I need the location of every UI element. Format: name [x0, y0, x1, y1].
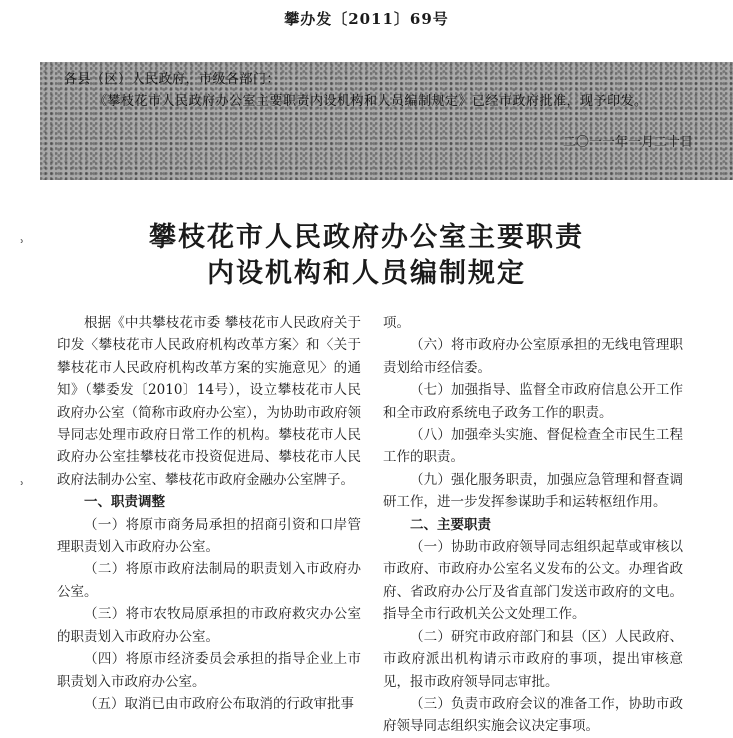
- section-heading: 一、职责调整: [84, 494, 165, 511]
- recipients-line: 各县（区）人民政府，市级各部门：: [64, 72, 281, 87]
- list-item: （二）研究市政府部门和县（区）人民政府、市政府派出机构请示市政府的事项，提出审核意见，报市政府领导同志审批。: [383, 628, 683, 690]
- left-column: [57, 312, 361, 715]
- list-item: （六）将市政府办公室原承担的无线电管理职责划给市经信委。: [383, 337, 683, 376]
- list-item: （七）加强指导、监督全市政府信息公开工作和全市政府系统电子政务工作的职责。: [383, 382, 683, 421]
- intro-paragraph: 根据《中共攀枝花市委 攀枝花市人民政府关于印发〈攀枝花市人民政府机构改革方案〉和〈关于攀枝花市人民政府机构改革方案的实施意见〉的通知》（攀委发〔2010〕14号），设立攀枝花市人民政府办公室（简称市政府办公室），为协助市政府领导同志处理市政府日常工作的机构。攀枝花市人民政府办公室挂攀枝花市投资促进局、攀枝花市人民政府法制办公室、攀枝花市政府金融办公室牌子。: [57, 315, 361, 488]
- continued-text: 项。: [383, 315, 410, 331]
- list-item: （五）取消已由市政府公布取消的行政审批事: [84, 695, 354, 712]
- list-item: （八）加强牵头实施、督促检查全市民生工程工作的职责。: [383, 427, 683, 466]
- list-item: （三）负责市政府会议的准备工作，协助市政府领导同志组织实施会议决定事项。: [383, 695, 683, 735]
- issue-date: 二〇一一年一月二十日: [562, 135, 693, 150]
- title-line-2: 内设机构和人员编制规定: [207, 258, 526, 289]
- list-item: （三）将市农牧局原承担的市政府救灾办公室的职责划入市政府办公室。: [57, 606, 361, 645]
- list-item: （一）协助市政府领导同志组织起草或审核以市政府、市政府办公室名义发布的公文。办理省政府、省政府办公厅及省直部门发送市政府的文电。指导全市行政机关公文处理工作。: [383, 539, 683, 623]
- list-item: （九）强化服务职责，加强应急管理和督查调研工作，进一步发挥参谋助手和运转枢纽作用。: [383, 471, 683, 511]
- list-item: （二）将原市政府法制局的职责划入市政府办公室。: [57, 561, 361, 600]
- list-item: （四）将原市经济委员会承担的指导企业上市职责划入市政府办公室。: [57, 651, 361, 690]
- margin-mark: ʾ: [20, 238, 25, 254]
- section-heading: 二、主要职责: [410, 516, 491, 533]
- list-item: （一）将原市商务局承担的招商引资和口岸管理职责划入市政府办公室。: [57, 516, 361, 556]
- distribution-notice-block: [40, 62, 733, 180]
- right-column: [383, 312, 683, 738]
- margin-mark: ʾ: [20, 480, 25, 496]
- document-number: 攀办发〔2011〕69号: [284, 10, 449, 28]
- title-line-1: 攀枝花市人民政府办公室主要职责: [149, 222, 584, 253]
- approval-line: 《攀枝花市人民政府办公室主要职责内设机构和人员编制规定》已经市政府批准，现予印发。: [94, 94, 648, 109]
- document-title: [0, 220, 733, 292]
